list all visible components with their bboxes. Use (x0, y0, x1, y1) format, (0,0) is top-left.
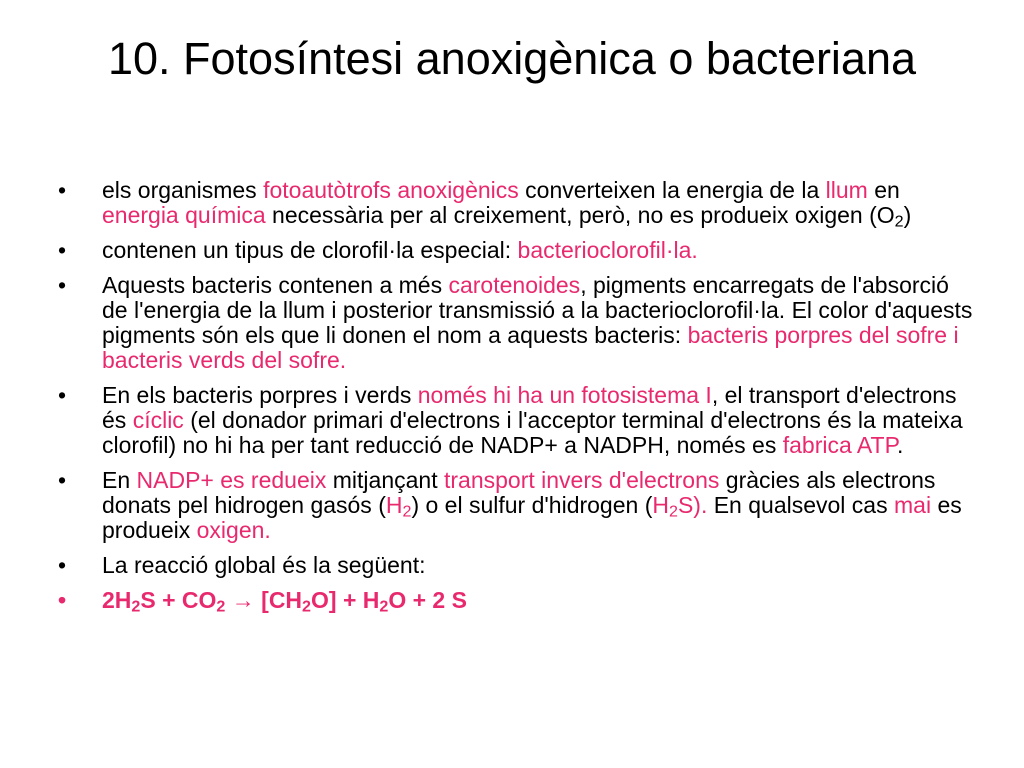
bullet-text (102, 237, 698, 263)
text: → [CH (225, 587, 303, 613)
subscript-text: 2 (216, 597, 226, 616)
text: . (896, 432, 904, 458)
text: contenen un tipus de clorofil·la especial: (102, 237, 518, 263)
subscript-text: 2 (379, 597, 389, 616)
text: En (102, 467, 137, 493)
text: els organismes (102, 177, 264, 203)
accent-text: transport invers d'electrons (443, 467, 720, 493)
accent-text: H (385, 492, 403, 518)
text: es produeix (102, 492, 962, 543)
accent-text: cíclic (132, 407, 184, 433)
accent-subscript-text: 2 (402, 502, 412, 521)
text: En els bacteris porpres i verds (102, 382, 418, 408)
bullet-list (58, 178, 978, 623)
bullet-text (102, 272, 972, 373)
text: en (867, 177, 900, 203)
bullet-marker: • (58, 272, 67, 298)
text: O + 2 S (388, 587, 467, 613)
bullet-item (58, 177, 978, 231)
accent-text: S). (677, 492, 708, 518)
slide-title: 10. Fotosíntesi anoxigènica o bacteriana (107, 33, 917, 84)
accent-text: llum (825, 177, 868, 203)
accent-text: NADP+ es redueix (136, 467, 327, 493)
text: S + CO (140, 587, 217, 613)
bullet-marker: • (58, 382, 67, 408)
reaction-equation (102, 587, 467, 616)
text: converteixen la energia de la (518, 177, 826, 203)
bullet-item (58, 238, 978, 263)
accent-text: mai (894, 492, 932, 518)
bullet-item (58, 383, 978, 458)
text: O] + H (311, 587, 380, 613)
text: 2H (102, 587, 132, 613)
text: mitjançant (326, 467, 444, 493)
accent-text: bacteris porpres del sofre i bacteris verds del sofre. (102, 322, 959, 373)
subscript-text: 2 (131, 597, 141, 616)
accent-text: H (652, 492, 669, 518)
accent-text: oxigen. (196, 517, 271, 543)
bullet-text (102, 552, 426, 578)
bullet-marker: • (58, 587, 67, 613)
accent-text: fabrica ATP (782, 432, 897, 458)
subscript-text: 2 (894, 212, 904, 231)
subscript-text: 2 (302, 597, 311, 616)
text: ) o el sulfur d'hidrogen ( (411, 492, 653, 518)
bullet-text (102, 177, 912, 231)
text: La reacció global és la següent: (102, 552, 426, 578)
accent-text: només hi ha un fotosistema I (417, 382, 712, 408)
text: ) (903, 202, 912, 228)
text: En qualsevol cas (707, 492, 894, 518)
bullet-item (58, 553, 978, 578)
bullet-text (102, 467, 962, 543)
bullet-item (58, 273, 978, 373)
text: necessària per al creixement, però, no es produeix oxigen (O (265, 202, 895, 228)
bullet-text (102, 382, 963, 458)
text: (el donador primari d'electrons i l'acceptor terminal d'electrons és la mateixa clorofil) no hi ha per tant reducció de NADP+ a NADPH, només es (102, 407, 963, 458)
text: , el transport d'electrons és (102, 382, 957, 433)
reaction-bullet (58, 587, 978, 616)
accent-subscript-text: 2 (668, 502, 678, 521)
bullet-item (58, 468, 978, 543)
accent-text: carotenoides (448, 272, 581, 298)
accent-text: bacterioclorofil·la. (517, 237, 698, 263)
text: Aquests bacteris contenen a més (102, 272, 449, 298)
bullet-marker: • (58, 237, 67, 263)
accent-text: fotoautòtrofs anoxigènics (263, 177, 519, 203)
bullet-marker: • (58, 552, 67, 578)
text: gràcies als electrons donats pel hidrogen gasós ( (102, 467, 936, 518)
accent-text: energia química (102, 202, 266, 228)
bullet-marker: • (58, 467, 67, 493)
text: , pigments encarregats de l'absorció de l'energia de la llum i posterior transmissió a la bacterioclorofil·la. El color d'aquests pigments són els que li donen el nom a aquests bacteris: (102, 272, 973, 348)
bullet-marker: • (58, 177, 67, 203)
